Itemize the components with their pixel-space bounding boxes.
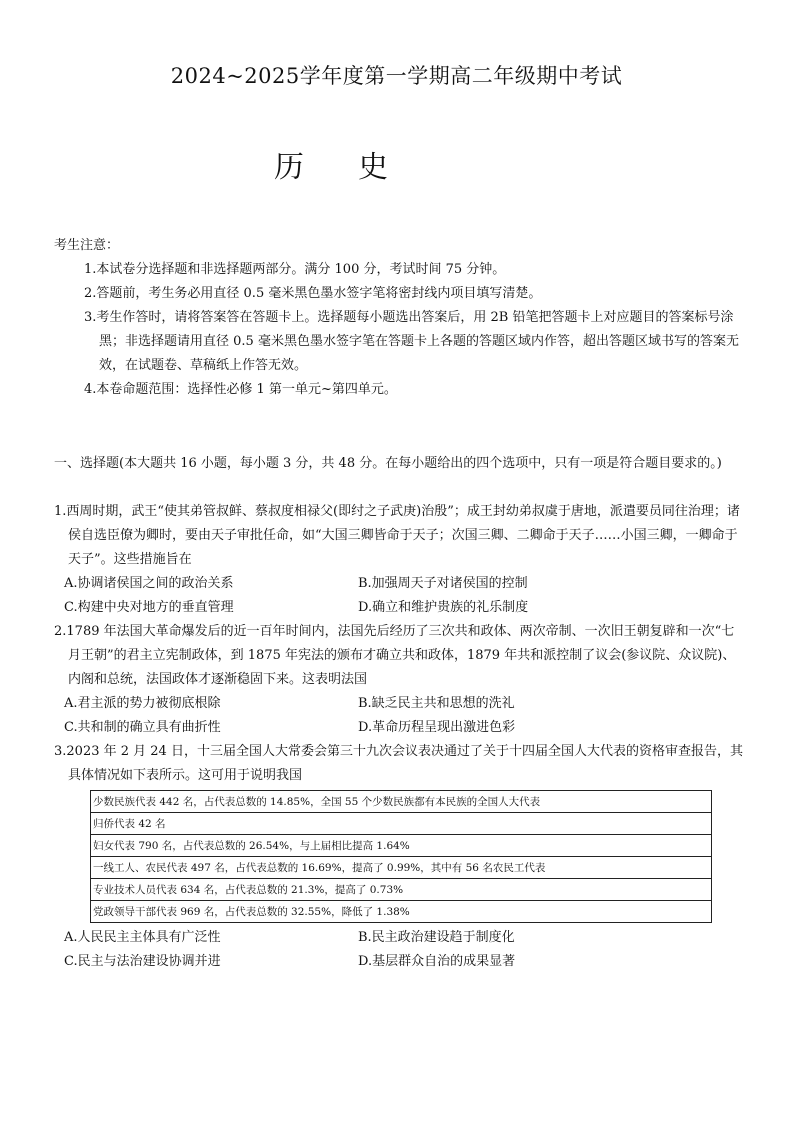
question-stem: 2.1789 年法国大革命爆发后的近一百年时间内，法国先后经历了三次共和政体、两次帝制、一次旧王朝复辟和一次“七月王朝”的君主立宪制政体，到 1875 年宪法的颁布才确立共和政体，1879 年共和派控制了议会(参议院、众议院)、内阁和总统，法国政体才逐渐稳固下来。这表明法国 (54, 624, 736, 687)
question-stem: 1.西周时期，武王“使其弟管叔鲜、蔡叔度相禄父(即纣之子武庚)治殷”；成王封幼弟叔虞于唐地，派遣要员同往治理；诸侯自选臣僚为卿时，要由天子审批任命，如“大国三卿皆命于天子；次国三卿、二卿命于天子……小国三卿，一卿命于天子”。这些措施旨在 (54, 504, 740, 567)
notice-list (84, 258, 744, 402)
table-row (91, 857, 712, 879)
table-row (91, 879, 712, 901)
option-c: C.构建中央对地方的垂直管理 (64, 600, 234, 615)
table-row (91, 791, 712, 813)
question-stem: 3.2023 年 2 月 24 日，十三届全国人大常委会第三十九次会议表决通过了关于十四届全国人大代表的资格审查报告，其具体情况如下表所示。这可用于说明我国 (54, 744, 743, 783)
option-d: D.基层群众自治的成果显著 (358, 954, 516, 969)
question-3 (54, 740, 746, 974)
option-d: D.确立和维护贵族的礼乐制度 (358, 600, 529, 615)
options-grid (54, 692, 746, 740)
exam-title: 2024~2025学年度第一学期高二年级期中考试 (170, 64, 623, 88)
notice-item: 1.本试卷分选择题和非选择题两部分。满分 100 分，考试时间 75 分钟。 (84, 262, 506, 277)
option-c: C.民主与法治建设协调并进 (64, 954, 221, 969)
table-cell: 妇女代表 790 名，占代表总数的 26.54%，与上届相比提高 1.64% (91, 835, 712, 857)
table-row (91, 813, 712, 835)
table-row (91, 835, 712, 857)
option-a: A.人民民主主体具有广泛性 (64, 930, 221, 945)
section-heading: 一、选择题(本大题共 16 小题，每小题 3 分，共 48 分。在每小题给出的四个选项中，只有一项是符合题目要求的。) (54, 456, 722, 471)
table-cell: 党政领导干部代表 969 名，占代表总数的 32.55%，降低了 1.38% (91, 901, 712, 923)
notice-item: 3.考生作答时，请将答案答在答题卡上。选择题每小题选出答案后，用 2B 铅笔把答题卡上对应题目的答案标号涂黑；非选择题请用直径 0.5 毫米黑色墨水签字笔在答题卡上各题的答题区域内作答，超出答题区域书写的答案无效，在试题卷、草稿纸上作答无效。 (84, 310, 739, 373)
table-row (91, 901, 712, 923)
notice-item: 2.答题前，考生务必用直径 0.5 毫米黑色墨水签字笔将密封线内项目填写清楚。 (84, 286, 542, 301)
table-cell: 归侨代表 42 名 (91, 813, 712, 835)
notice-item: 4.本卷命题范围：选择性必修 1 第一单元~第四单元。 (84, 382, 397, 397)
representatives-table (90, 790, 712, 923)
option-d: D.革命历程呈现出激进色彩 (358, 720, 516, 735)
option-b: B.民主政治建设趋于制度化 (358, 930, 515, 945)
question-2 (54, 620, 746, 740)
option-c: C.共和制的确立具有曲折性 (64, 720, 221, 735)
table-cell: 专业技术人员代表 634 名，占代表总数的 21.3%，提高了 0.73% (91, 879, 712, 901)
option-b: B.加强周天子对诸侯国的控制 (358, 576, 528, 591)
question-1 (54, 500, 746, 620)
option-b: B.缺乏民主共和思想的洗礼 (358, 696, 515, 711)
options-grid (54, 572, 746, 620)
option-a: A.君主派的势力被彻底根除 (64, 696, 221, 711)
notice-heading: 考生注意： (54, 238, 120, 253)
table-cell: 一线工人、农民代表 497 名，占代表总数的 16.69%，提高了 0.99%，其中有 56 名农民工代表 (91, 857, 712, 879)
table-cell: 少数民族代表 442 名，占代表总数的 14.85%，全国 55 个少数民族都有本民族的全国人大代表 (91, 791, 712, 813)
options-grid (54, 926, 746, 974)
option-a: A.协调诸侯国之间的政治关系 (64, 576, 234, 591)
subject-title: 历史 (274, 150, 442, 185)
